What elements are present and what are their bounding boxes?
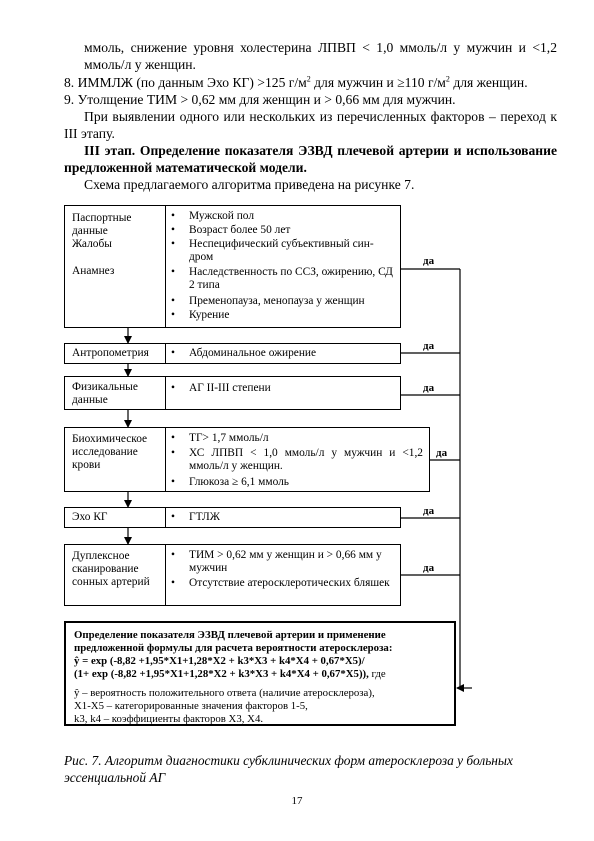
flow-box-passport-items (165, 205, 401, 328)
bullet: • (171, 577, 175, 589)
text-line: ммоль, снижение уровня холестерина ЛПВП < 1,0 ммоль/л у мужчин и <1,2 (84, 40, 557, 55)
result-heading: Определение показателя ЭЗВД плечевой артерии и применение (74, 629, 386, 641)
superscript: 2 (306, 74, 311, 84)
bullet: • (171, 238, 175, 250)
bullet: • (171, 432, 175, 444)
box-label: сканирование (72, 563, 139, 575)
item-text: Пременопауза, менопауза у женщин (189, 295, 365, 307)
box-label: Анамнез (72, 265, 115, 277)
bullet: • (171, 347, 175, 359)
list-item-text: для мужчин и ≥110 г/м (310, 75, 446, 90)
text-line: ммоль/л у женщин. (84, 57, 196, 72)
box-label: Антропометрия (72, 347, 149, 359)
bullet: • (171, 447, 175, 459)
bullet: • (171, 511, 175, 523)
list-item-text: для женщин. (449, 75, 528, 90)
flow-box-result (64, 621, 456, 726)
result-heading: предложенной формулы для расчета вероятности атеросклероза: (74, 642, 393, 654)
bullet: • (171, 382, 175, 394)
flow-box-anthropometry-items (165, 343, 401, 364)
text-line: Схема предлагаемого алгоритма приведена на рисунке 7. (84, 177, 415, 192)
list-item-9: 9. Утолщение ТИМ > 0,62 мм для женщин и > 0,66 мм для мужчин. (64, 92, 456, 107)
box-label: данные (72, 225, 108, 237)
item-text: Возраст более 50 лет (189, 224, 291, 236)
box-label: Дуплексное (72, 550, 130, 562)
note-line: k3, k4 – коэффициенты факторов Х3, Х4. (74, 713, 264, 725)
flow-box-duplex-items (165, 544, 401, 606)
bullet: • (171, 266, 175, 278)
item-text: АГ II-III степени (189, 382, 271, 394)
page-number: 17 (291, 795, 303, 807)
section-heading: III этап. Определение показателя ЭЗВД плечевой артерии и использование (84, 143, 557, 158)
item-text: ХС ЛПВП < 1,0 ммоль/л у мужчин и <1,2 ммоль/л у женщин. (189, 447, 423, 472)
bullet: • (171, 295, 175, 307)
flow-box-biochemistry-items (165, 427, 430, 492)
yes-label: да (423, 255, 435, 267)
item-text: Наследственность по ССЗ, ожирению, СД 2 типа (189, 266, 393, 291)
list-item-text: 8. ИММЛЖ (по данным Эхо КГ) >125 г/м (64, 75, 307, 90)
item-text: ТГ> 1,7 ммоль/л (189, 432, 269, 444)
box-label: крови (72, 459, 101, 471)
item-text: Курение (189, 309, 230, 321)
box-label: Жалобы (72, 238, 112, 250)
formula-line (74, 668, 386, 681)
flow-box-echocg-items (165, 507, 401, 528)
yes-label: да (423, 340, 435, 352)
item-text: ГТЛЖ (189, 511, 220, 523)
item-text: Абдоминальное ожирение (189, 347, 317, 359)
item-text: Мужской пол (189, 210, 255, 222)
box-label: Эхо КГ (72, 511, 108, 523)
section-heading: предложенной математической модели. (64, 160, 307, 175)
item-text: ТИМ > 0,62 мм у женщин и > 0,66 мм у мужчин (189, 549, 382, 574)
note-line: Х1-Х5 – категорированные значения факторов 1-5, (74, 700, 308, 712)
note-line: ŷ – вероятность положительного ответа (наличие атеросклероза), (74, 687, 375, 699)
formula-text: (1+ exp (-8,82 +1,95*X1+1,28*X2 + k3*X3 + k4*X4 + 0,67*X5)), (74, 668, 369, 680)
bullet: • (171, 476, 175, 488)
caption-line: эссенциальной АГ (64, 770, 166, 785)
yes-label: да (436, 447, 448, 459)
item-text: Глюкоза ≥ 6,1 ммоль (189, 476, 290, 488)
bullet: • (171, 210, 175, 222)
yes-label: да (423, 382, 435, 394)
item-text: Неспецифический субъективный син-дром (189, 238, 374, 263)
formula-tail: где (368, 668, 386, 680)
box-label: данные (72, 394, 108, 406)
bullet: • (171, 224, 175, 236)
formula-line: ŷ = exp (-8,82 +1,95*X1+1,28*X2 + k3*X3 + k4*X4 + 0,67*X5)/ (74, 655, 365, 667)
box-label: Физикальные (72, 381, 138, 393)
bullet: • (171, 549, 175, 561)
box-label: сонных артерий (72, 576, 150, 588)
box-label: исследование (72, 446, 138, 458)
figure-caption (64, 752, 513, 786)
text-line: При выявлении одного или нескольких из перечисленных факторов – переход к (84, 109, 557, 124)
box-label: Паспортные (72, 212, 132, 224)
text-line: III этапу. (64, 126, 115, 141)
box-label: Биохимическое (72, 433, 148, 445)
item-text: Отсутствие атеросклеротических бляшек (189, 577, 390, 589)
yes-label: да (423, 562, 435, 574)
flow-box-physical-items (165, 376, 401, 410)
yes-label: да (423, 505, 435, 517)
superscript: 2 (445, 74, 450, 84)
bullet: • (171, 309, 175, 321)
caption-line: Рис. 7. Алгоритм диагностики субклинических форм атеросклероза у больных (64, 753, 513, 768)
